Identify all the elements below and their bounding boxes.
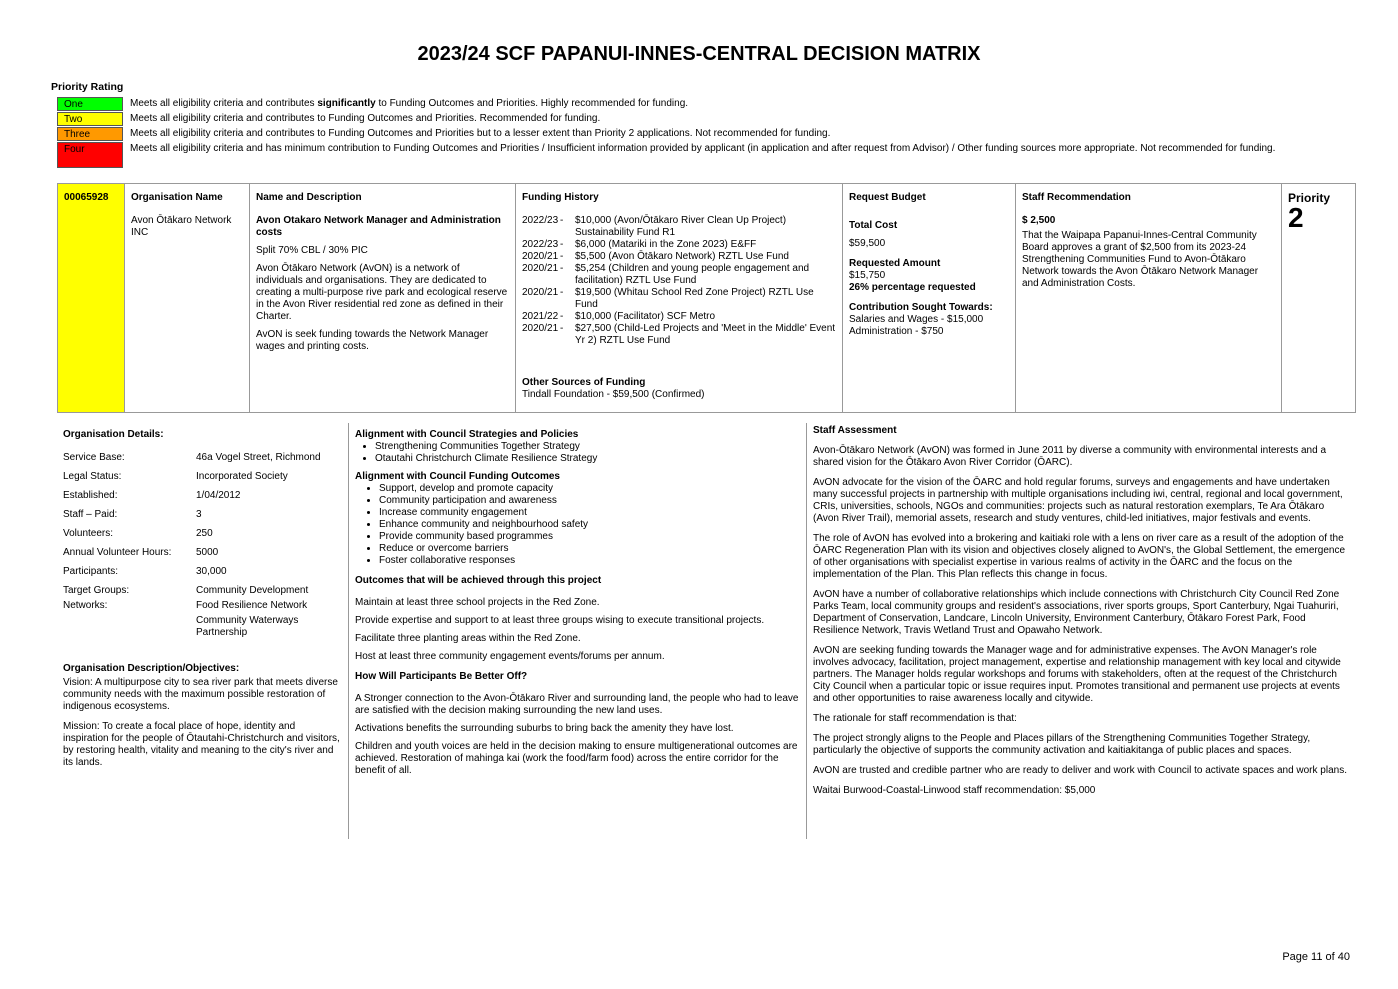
page-number: Page 11 of 40 [1282,951,1350,963]
percentage-requested: 26% percentage requested [849,282,976,293]
detail-row: Service Base: 46a Vogel Street, Richmond [63,452,321,463]
organisation-cell [125,184,250,412]
page-title: 2023/24 SCF PAPANUI-INNES-CENTRAL DECISION MATRIX [417,43,981,65]
description-paragraph: Avon Ōtākaro Network (AvON) is a network of individuals and organisations. They are dedicated to creating a multi-purpose rive park and ecological reserve in the Avon River residential red zone as defined in their Charter. [256,263,508,322]
other-funding [522,377,705,401]
legend-text-two: Meets all eligibility criteria and contributes to Funding Outcomes and Priorities. Recommended for funding. [130,113,601,124]
org-description-heading: Organisation Description/Objectives: [63,663,240,674]
application-id: 00065928 [58,184,125,412]
target-groups-row: Target Groups: Community Development [63,585,309,596]
org-vision: Vision: A multipurpose city to sea river park that meets diverse community needs with the maximum possible restoration of indigenous ecosystems. [63,677,338,712]
better-off-paragraph: A Stronger connection to the Avon-Ōtākaro River and surrounding land, the people who had to leave are satisfied with the decision making surrounding the new land uses. [355,693,799,716]
assessment-paragraph: The role of AvON has evolved into a brokering and kaitiaki role with a lens on river care as a result of the adoption of the ŌARC Regeneration Plan with its vision and objectives closely aligned to AvON's, the Global Settlement, the emergence of other organisations with specialist expertise in various realms of activity in the ŌARC and the focus on the implementation of the Plan. This Plan reflects this change in focus. [813,533,1346,580]
description-heading: Name and Description [256,192,362,203]
list-item: • Provide community based programmes [379,531,800,543]
org-name-heading: Organisation Name [131,192,223,203]
list-item: • Otautahi Christchurch Climate Resilience Strategy [375,453,800,465]
strategies-heading: Alignment with Council Strategies and Policies [355,429,579,440]
detail-row: Legal Status: Incorporated Society [63,471,288,482]
list-item: • Foster collaborative responses [379,555,800,567]
better-off-paragraph: Children and youth voices are held in the decision making to ensure multigenerational outcomes are achieved. Restoration of mahinga kai (work the food/farm food) across the entire corridor for the benefit of all. [355,741,798,776]
assessment-paragraph: Avon-Ōtākaro Network (AvON) was formed in June 2011 by diverse a community with environmental interests and a shared vision for the Ōtākaro Avon River Corridor (ŌARC). [813,445,1327,468]
priority-swatch-three: Three [57,127,123,141]
assessment-paragraph: Waitai Burwood-Coastal-Linwood staff recommendation: $5,000 [813,785,1096,796]
legend-text-four: Meets all eligibility criteria and has minimum contribution to Funding Outcomes and Priorities / Insufficient information provided by applicant (in application and after request from Advisor) / Other funding sources more appropriate. Not recommended for funding. [130,143,1276,154]
total-cost-label: Total Cost [849,220,898,231]
staff-assessment-heading: Staff Assessment [813,425,897,436]
description-cell [250,184,516,412]
networks-row: Networks: Food Resilience Network [63,600,308,611]
priority-swatch-two: Two [57,112,123,126]
funding-row: 2022/23 - $6,000 (Matariki in the Zone 2023) E&FF [522,239,757,250]
contribution-item: Salaries and Wages - $15,000 [849,314,984,325]
assessment-paragraph: AvON advocate for the vision of the ŌARC and hold regular forums, surveys and engagements and have undertaken many successful projects in partnership with multiple organisations including iwi, central, regional and local government, CRIs, universities, schools, NGOs and communities: projects such as natural restoration exemplars, Te Ara Ōtākaro (Avon River Trail), memorial assets, research and study ventures, child-led initiatives, major festivals and events. [813,477,1343,524]
funding-row: 2022/23 - $10,000 (Avon/Ōtākaro River Clean Up Project) Sustainability Fund R1 [522,215,787,238]
list-item: • Enhance community and neighbourhood safety [379,519,800,531]
requested-label: Requested Amount [849,258,941,269]
funding-row: 2020/21 - $19,500 (Whitau School Red Zone Project) RZTL Use Fund [522,287,814,310]
better-off-heading: How Will Participants Be Better Off? [355,671,528,682]
legend-text-one: Meets all eligibility criteria and contributes significantly to Funding Outcomes and Priorities. Highly recommended for funding. [130,98,689,109]
funding-row: 2021/22 - $10,000 (Facilitator) SCF Metro [522,311,716,322]
funding-split: Split 70% CBL / 30% PIC [256,245,368,256]
funding-row: 2020/21 - $5,500 (Avon Ōtākaro Network) RZTL Use Fund [522,251,789,262]
priority-heading: Priority [1288,191,1331,205]
detail-row: Established: 1/04/2012 [63,490,241,501]
assessment-paragraph: The project strongly aligns to the People and Places pillars of the Strengthening Communities Together Strategy, particularly the objective of supports the community activation and kaitiakitanga of public places and spaces. [813,733,1311,756]
list-item: • Increase community engagement [379,507,800,519]
project-title: Avon Otakaro Network Manager and Administration costs [256,215,501,238]
org-mission: Mission: To create a focal place of hope, identity and inspiration for the people of Ōtautahi-Christchurch and visitors, by restoring health, vitality and meaning to the city's river and its lands. [63,721,340,768]
description-paragraph: AvON is seek funding towards the Network Manager wages and printing costs. [256,329,489,352]
funding-row: 2020/21 - $27,500 (Child-Led Projects and 'Meet in the Middle' Event Yr 2) RZTL Use Fund [522,323,836,346]
staff-recommendation-text: That the Waipapa Papanui-Innes-Central Community Board approves a grant of $2,500 from its 2023-24 Strengthening Communities Fund to Avon-Ōtākaro Network towards the Avon Ōtākaro Network Manager and Administration Costs. [1022,230,1259,289]
other-funding-text: Tindall Foundation - $59,500 (Confirmed) [522,389,705,400]
project-outcome: Provide expertise and support to at least three groups wising to execute transitional projects. [355,615,765,626]
priority-legend [57,97,1317,168]
outcomes-heading: Alignment with Council Funding Outcomes [355,471,560,482]
assessment-paragraph: AvON are trusted and credible partner who are ready to deliver and work with Council to activate spaces and work plans. [813,765,1347,776]
list-item: • Strengthening Communities Together Strategy [375,441,800,453]
detail-row: Participants: 30,000 [63,566,227,577]
contribution-label: Contribution Sought Towards: [849,302,993,313]
list-item: • Community participation and awareness [379,495,800,507]
lower-section [57,423,1356,839]
staff-recommendation-cell [1016,184,1282,412]
funding-history-heading: Funding History [522,192,599,203]
legend-row-two [57,112,1317,127]
assessment-paragraph: AvON are seeking funding towards the Manager wage and for administrative expenses. The AvON Manager's role involves advocacy, facilitation, project management, expertise and relationship management with key local and citywide partners. The Manager holds regular workshops and forums with stakeholders, often at the request of the Christchurch City Council when a particular topic or issue requires input. Promotes transitional and permanent use projects at events and other opportunities to raise awareness locally and citywide. [813,645,1341,704]
legend-row-three [57,127,1317,142]
staff-assessment [806,423,1356,839]
strategies-list [355,441,800,465]
detail-row: Staff – Paid: 3 [63,509,202,520]
project-outcome: Host at least three community engagement events/forums per annum. [355,651,665,662]
application-table [57,183,1356,413]
priority-cell [1282,184,1355,412]
organisation-details [57,423,348,839]
total-cost-value: $59,500 [849,238,886,249]
list-item: • Support, develop and promote capacity [379,483,800,495]
contribution-item: Administration - $750 [849,326,944,337]
list-item: • Reduce or overcome barriers [379,543,800,555]
budget-heading: Request Budget [849,192,926,203]
priority-rating-heading: Priority Rating [51,81,124,93]
staff-recommendation-heading: Staff Recommendation [1022,192,1131,203]
requested-value: $15,750 [849,270,886,281]
funding-history-cell [516,184,843,412]
priority-swatch-one: One [57,97,123,111]
better-off-paragraph: Activations benefits the surrounding suburbs to bring back the amenity they have lost. [355,723,734,734]
detail-row: Annual Volunteer Hours: 5000 [63,547,219,558]
org-name: Avon Ōtākaro Network INC [131,215,232,238]
assessment-paragraph: AvON have a number of collaborative relationships which include connections with Christchurch City Council Red Zone Parks Team, local community groups and resident's associations, river sports groups, Sport Canterbury, Ngai Tuahuriri, Department of Conservation, Landcare, Lincoln University, Environment Canterbury, Ōtākaro Forest Park, Food Resilience Network, Travis Wetland Trust and Opawaho Network. [813,589,1340,636]
project-outcome: Maintain at least three school projects in the Red Zone. [355,597,600,608]
outcomes-list [355,483,800,567]
legend-text-three: Meets all eligibility criteria and contributes to Funding Outcomes and Priorities but to a lesser extent than Priority 2 applications. Not recommended for funding. [130,128,831,139]
project-outcomes-heading: Outcomes that will be achieved through this project [355,575,602,586]
detail-row: Volunteers: 250 [63,528,213,539]
priority-value: 2 [1288,202,1304,233]
networks-row: Community Waterways Partnership [196,615,299,638]
project-outcome: Facilitate three planting areas within the Red Zone. [355,633,581,644]
alignment-column [348,423,806,839]
org-details-heading: Organisation Details: [63,429,164,440]
legend-row-one [57,97,1317,112]
budget-cell [843,184,1016,412]
priority-swatch-four: Four [57,142,123,168]
funding-row: 2020/21 - $5,254 (Children and young people engagement and facilitation) RZTL Use Fund [522,263,810,286]
assessment-paragraph: The rationale for staff recommendation is that: [813,713,1017,724]
other-funding-heading: Other Sources of Funding [522,377,646,388]
staff-recommendation-amount: $ 2,500 [1022,215,1056,226]
legend-row-four [57,142,1317,168]
